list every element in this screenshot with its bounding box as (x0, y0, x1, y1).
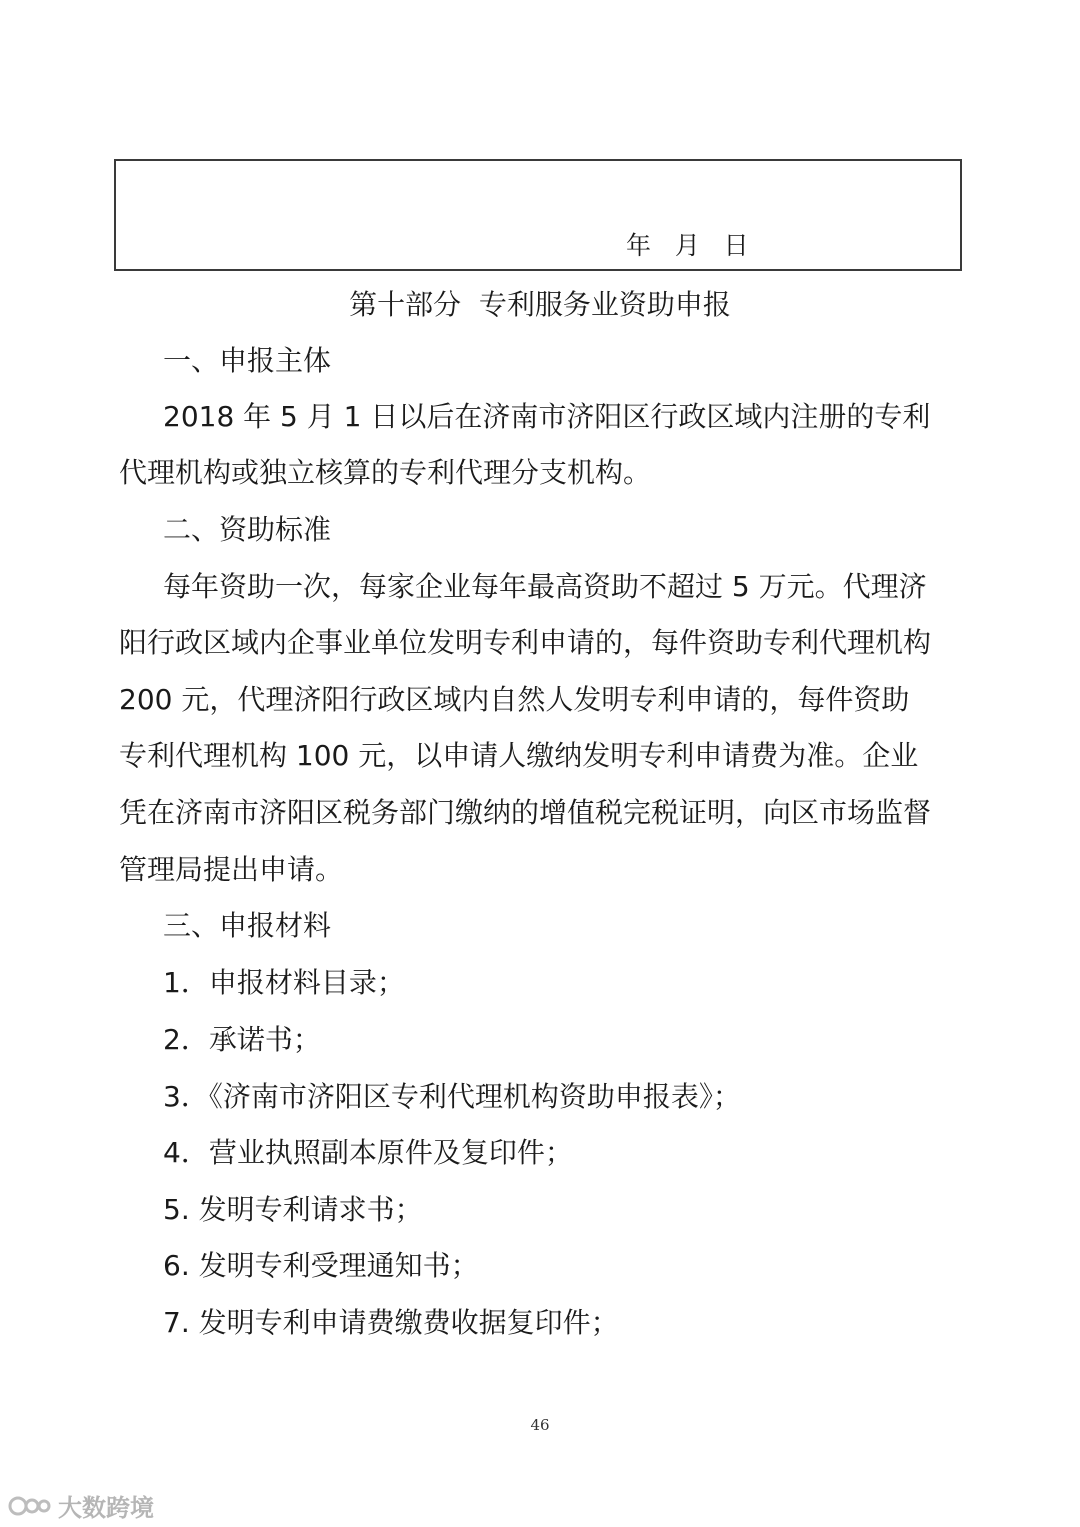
paragraph-2-line-2: 阳行政区域内企事业单位发明专利申请的，每件资助专利代理机构 (119, 626, 932, 659)
paragraph-2-line-1: 每年资助一次，每家企业每年最高资助不超过 5 万元。代理济 (163, 570, 927, 603)
list-item: 6. 发明专利受理通知书； (163, 1249, 479, 1282)
list-item: 7. 发明专利申请费缴费收据复印件； (163, 1306, 619, 1339)
heading-2: 二、资助标准 (163, 513, 332, 546)
watermark-text: 大数跨境 (58, 1494, 154, 1522)
list-item: 4．营业执照副本原件及复印件； (163, 1136, 573, 1169)
form-box (114, 159, 962, 271)
list-item: 1．申报材料目录； (163, 966, 405, 999)
paragraph-2-line-4: 专利代理机构 100 元，以申请人缴纳发明专利申请费为准。企业 (119, 739, 919, 772)
list-item: 3．《济南市济阳区专利代理机构资助申报表》； (163, 1080, 741, 1113)
list-item: 2．承诺书； (163, 1023, 321, 1056)
watermark (8, 1488, 154, 1523)
heading-1: 一、申报主体 (163, 344, 332, 377)
paragraph-1-line-2: 代理机构或独立核算的专利代理分支机构。 (119, 456, 652, 489)
section-title: 第十部分 专利服务业资助申报 (349, 288, 731, 321)
paragraph-1-line-1: 2018 年 5 月 1 日以后在济南市济阳区行政区域内注册的专利 (163, 400, 931, 433)
paragraph-2-line-3: 200 元，代理济阳行政区域内自然人发明专利申请的，每件资助 (119, 683, 910, 716)
date-label: 年 月 日 (626, 231, 749, 260)
brand-logo-icon (8, 1494, 54, 1518)
list-item: 5. 发明专利请求书； (163, 1193, 423, 1226)
paragraph-2-line-6: 管理局提出申请。 (119, 853, 344, 886)
page-number: 46 (530, 1416, 550, 1434)
paragraph-2-line-5: 凭在济南市济阳区税务部门缴纳的增值税完税证明，向区市场监督 (119, 796, 932, 829)
heading-3: 三、申报材料 (163, 909, 332, 942)
